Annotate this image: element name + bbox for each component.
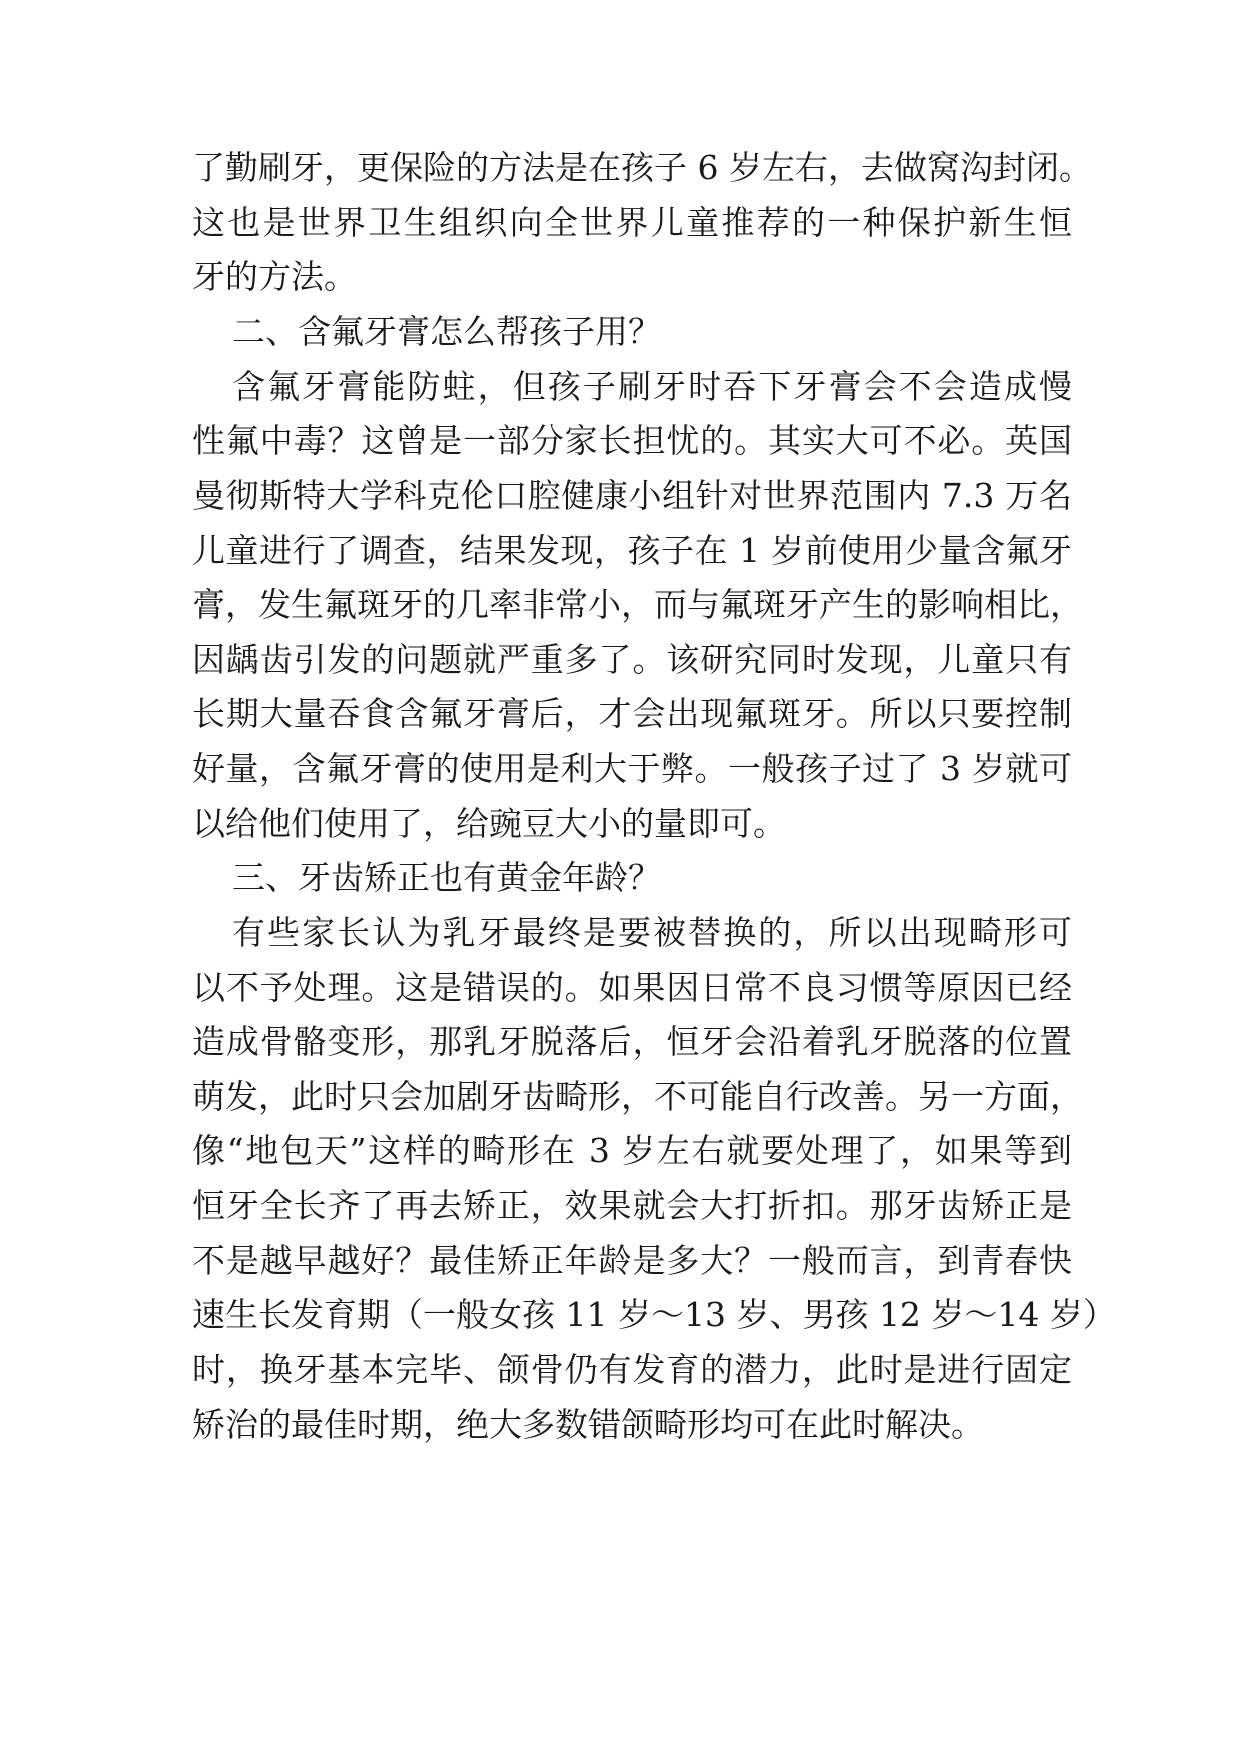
text-line: 以给他们使用了，给豌豆大小的量即可。	[192, 804, 786, 843]
text-line: 长期大量吞食含氟牙膏后，才会出现氟斑牙。所以只要控制	[192, 694, 1072, 733]
text-line: 以不予处理。这是错误的。如果因日常不良习惯等原因已经	[192, 968, 1072, 1007]
text-line: 造成骨骼变形，那乳牙脱落后，恒牙会沿着乳牙脱落的位置	[192, 1022, 1072, 1061]
text-line: 有些家长认为乳牙最终是要被替换的，所以出现畸形可	[232, 913, 1072, 952]
text-line: 因龋齿引发的问题就严重多了。该研究同时发现，儿童只有	[192, 640, 1072, 679]
text-line: 儿童进行了调查，结果发现，孩子在 1 岁前使用少量含氟牙	[192, 531, 1072, 570]
section-heading: 三、牙齿矫正也有黄金年龄？	[232, 858, 661, 897]
text-line: 这也是世界卫生组织向全世界儿童推荐的一种保护新生恒	[192, 203, 1072, 242]
text-line: 时，换牙基本完毕、颌骨仍有发育的潜力，此时是进行固定	[192, 1350, 1072, 1389]
text-line: 性氟中毒？这曾是一部分家长担忧的。其实大可不必。英国	[192, 421, 1072, 460]
text-line: 了勤刷牙，更保险的方法是在孩子 6 岁左右，去做窝沟封闭。	[192, 148, 1092, 187]
section-heading: 二、含氟牙膏怎么帮孩子用？	[232, 312, 661, 351]
text-line: 好量，含氟牙膏的使用是利大于弊。一般孩子过了 3 岁就可	[192, 749, 1072, 788]
text-line: 牙的方法。	[192, 257, 357, 296]
text-line: 矫治的最佳时期，绝大多数错颌畸形均可在此时解决。	[192, 1405, 984, 1444]
text-line: 膏，发生氟斑牙的几率非常小，而与氟斑牙产生的影响相比，	[192, 585, 1083, 624]
text-line: 速生长发育期（一般女孩 11 岁～13 岁、男孩 12 岁～14 岁）	[192, 1295, 1116, 1334]
text-line: 像“地包天”这样的畸形在 3 岁左右就要处理了，如果等到	[192, 1131, 1072, 1170]
text-line: 萌发，此时只会加剧牙齿畸形，不可能自行改善。另一方面，	[192, 1077, 1083, 1116]
text-line: 曼彻斯特大学科克伦口腔健康小组针对世界范围内 7.3 万名	[192, 476, 1072, 515]
text-line: 含氟牙膏能防蛀，但孩子刷牙时吞下牙膏会不会造成慢	[232, 367, 1072, 406]
text-line: 不是越早越好？最佳矫正年龄是多大？一般而言，到青春快	[192, 1241, 1072, 1280]
text-line: 恒牙全长齐了再去矫正，效果就会大打折扣。那牙齿矫正是	[192, 1186, 1072, 1225]
